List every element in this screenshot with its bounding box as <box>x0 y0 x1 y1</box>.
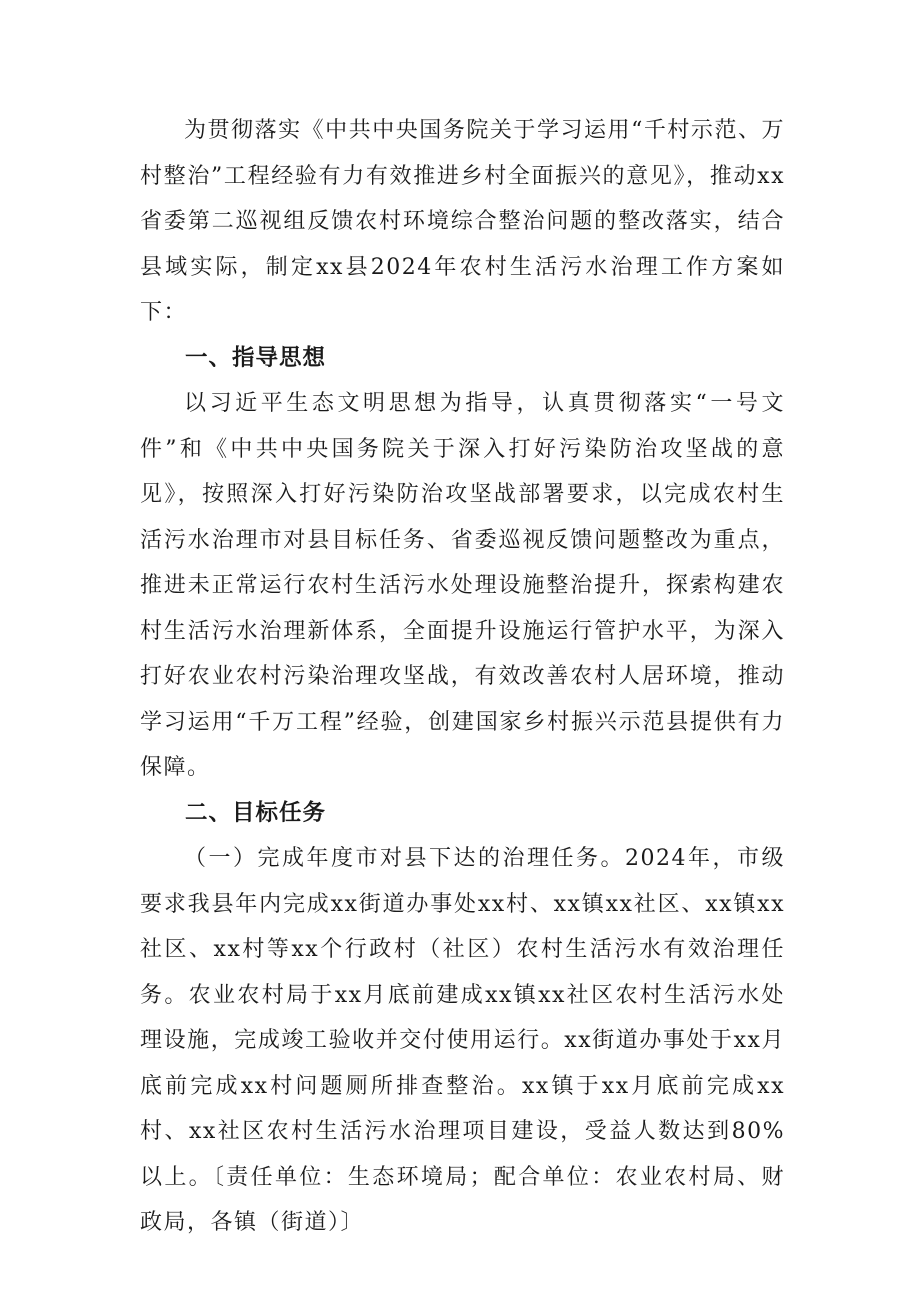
target-task-item-1-paragraph: （一）完成年度市对县下达的治理任务。2024年，市级要求我县年内完成xx街道办事处xx村、xx镇xx社区、xx镇xx社区、xx村等xx个行政村（社区）农村生活污水有效治理任务。农业农村局于xx月底前建成xx镇xx社区农村生活污水处理设施，完成竣工验收并交付使用运行。xx街道办事处于xx月底前完成xx村问题厕所排查整治。xx镇于xx月底前完成xx村、xx社区农村生活污水治理项目建设，受益人数达到80%以上。〔责任单位：生态环境局；配合单位：农业农村局、财政局，各镇（街道）〕 <box>140 846 785 1235</box>
section-heading-target-tasks: 二、目标任务 <box>185 799 327 826</box>
guiding-ideology-paragraph: 以习近平生态文明思想为指导，认真贯彻落实“一号文件”和《中共中央国务院关于深入打好污染防治攻坚战的意见》，按照深入打好污染防治攻坚战部署要求，以完成农村生活污水治理市对县目标任务、省委巡视反馈问题整改为重点，推进未正常运行农村生活污水处理设施整治提升，探索构建农村生活污水治理新体系，全面提升设施运行管护水平，为深入打好农业农村污染治理攻坚战，有效改善农村人居环境，推动学习运用“千万工程”经验，创建国家乡村振兴示范县提供有力保障。 <box>140 391 785 780</box>
document-page <box>140 108 785 1246</box>
section-heading-guiding-ideology: 一、指导思想 <box>185 344 327 371</box>
intro-paragraph: 为贯彻落实《中共中央国务院关于学习运用“千村示范、万村整治”工程经验有力有效推进乡村全面振兴的意见》，推动xx省委第二巡视组反馈农村环境综合整治问题的整改落实，结合县域实际，制定xx县2024年农村生活污水治理工作方案如下： <box>140 118 785 325</box>
